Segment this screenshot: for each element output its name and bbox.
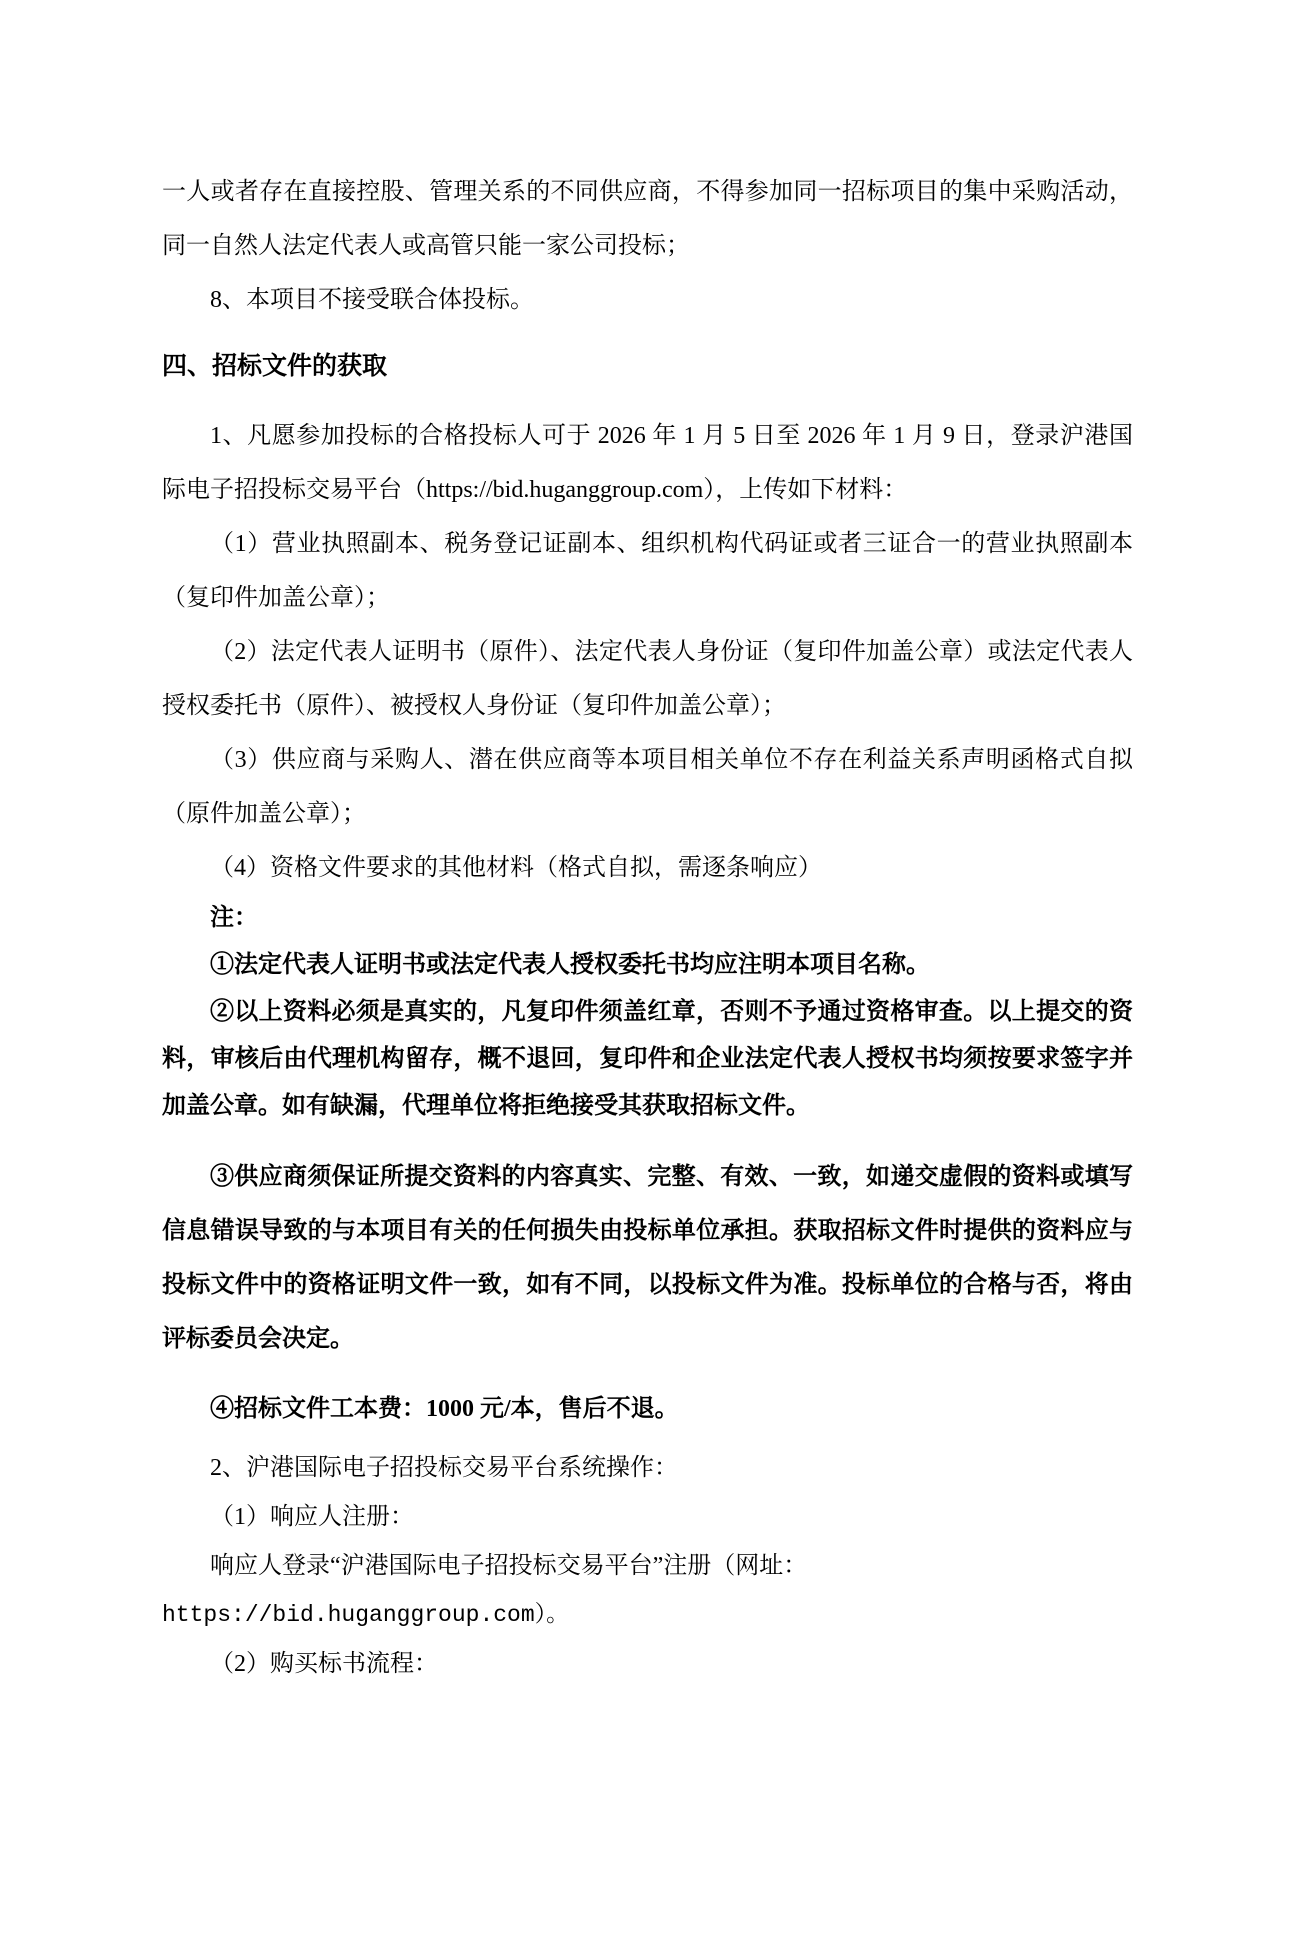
paragraph-supplier-restriction: 一人或者存在直接控股、管理关系的不同供应商，不得参加同一招标项目的集中采购活动，同一自然人法定代表人或高管只能一家公司投标； — [162, 179, 1133, 259]
list-item-other-qualification-materials: （4）资格文件要求的其他材料（格式自拟，需逐条响应） — [210, 855, 822, 881]
note-item-4-document-fee: ④招标文件工本费：1000 元/本，售后不退。 — [210, 1396, 679, 1422]
note-item-1-project-name: ①法定代表人证明书或法定代表人授权委托书均应注明本项目名称。 — [210, 952, 930, 978]
paragraph-platform-system-operation: 2、沪港国际电子招投标交易平台系统操作： — [210, 1455, 678, 1481]
section-heading-obtain-bidding-documents: 四、招标文件的获取 — [162, 352, 388, 380]
paragraph-registration-url-intro: 响应人登录“沪港国际电子招投标交易平台”注册（网址： — [210, 1553, 808, 1579]
paragraph-registration-period: 1、凡愿参加投标的合格投标人可于 2026 年 1 月 5 日至 2026 年 1 月 9 日，登录沪港国际电子招投标交易平台（https://bid.huganggroup.com），上传如下材料： — [162, 423, 1133, 503]
paragraph-no-consortium: 8、本项目不接受联合体投标。 — [210, 287, 534, 313]
note-item-2-authenticity-requirement: ②以上资料必须是真实的，凡复印件须盖红章，否则不予通过资格审查。以上提交的资料，审核后由代理机构留存，概不退回，复印件和企业法定代表人授权书均须按要求签字并加盖公章。如有缺漏，代理单位将拒绝接受其获取招标文件。 — [162, 999, 1133, 1119]
list-item-business-license: （1）营业执照副本、税务登记证副本、组织机构代码证或者三证合一的营业执照副本（复印件加盖公章）； — [162, 531, 1133, 611]
url-line: https://bid.huganggroup.com）。 — [162, 1602, 570, 1628]
paragraph-respondent-registration: （1）响应人注册： — [210, 1504, 414, 1530]
note-item-3-liability: ③供应商须保证所提交资料的内容真实、完整、有效、一致，如递交虚假的资料或填写信息错误导致的与本项目有关的任何损失由投标单位承担。获取招标文件时提供的资料应与投标文件中的资格证明文件一致，如有不同，以投标文件为准。投标单位的合格与否，将由评标委员会决定。 — [162, 1164, 1133, 1352]
list-item-no-interest-declaration: （3）供应商与采购人、潜在供应商等本项目相关单位不存在利益关系声明函格式自拟（原件加盖公章）； — [162, 747, 1133, 827]
paragraph-purchase-process: （2）购买标书流程： — [210, 1651, 438, 1677]
list-item-legal-representative-certificates: （2）法定代表人证明书（原件）、法定代表人身份证（复印件加盖公章）或法定代表人授权委托书（原件）、被授权人身份证（复印件加盖公章）； — [162, 639, 1133, 719]
note-label: 注： — [210, 905, 258, 931]
